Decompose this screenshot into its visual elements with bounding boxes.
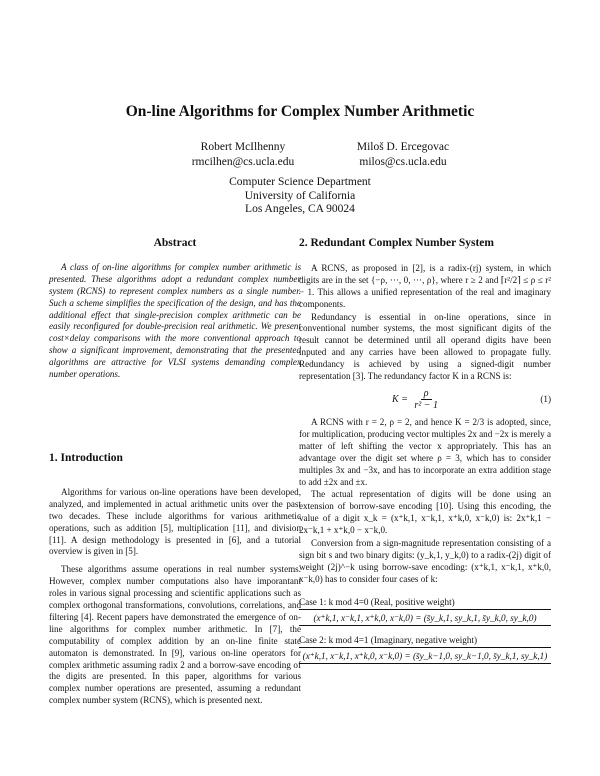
author-2 bbox=[253, 140, 553, 170]
section2-paragraph-5: Conversion from a sign-magnitude representation consisting of a sign bit s and two binary digits: (y_k,1, y_k,0) to a radix-(2j) digit of weight (2j)^−k using borrow-save encoding: (x⁺k,1, x⁻k,1, x⁺k,0, x⁻k,0) has to consider four cases of k: bbox=[299, 538, 551, 584]
affiliation-city: Los Angeles, CA 90024 bbox=[245, 203, 355, 215]
abstract-text: A class of on-line algorithms for complex number arithmetic is presented. These algorithms adopt a redundant complex number system (RCNS) to represent complex numbers as a single number. Such a scheme simplifies the specification of the design, and has the additional effect that single-precision complex arithmetic can be easily reconfigured for double-precision real arithmetic. We present cost×delay comparisons with the more conventional approach to show a significant improvement, demonstrating that the presented algorithms are attractive for VLSI systems demanding complex number operations. bbox=[49, 261, 301, 380]
equation-numerator: ρ bbox=[421, 388, 432, 400]
section2-paragraph-4: The actual representation of digits will be done using an extension of borrow-save encoding [10]. Using this encoding, the value of a digit x_k = (x⁺k,1, x⁻k,1, x⁺k,0, x⁻k,0) is: 2x⁺k,1 − 2x⁻k,1 + x⁺k,0 − x⁻k,0. bbox=[299, 489, 551, 536]
case-2-title: Case 2: k mod 4=1 (Imaginary, negative weight) bbox=[299, 634, 551, 648]
right-column bbox=[299, 238, 551, 664]
case-1-title: Case 1: k mod 4=0 (Real, positive weight) bbox=[299, 596, 551, 610]
abstract-heading: Abstract bbox=[153, 237, 197, 249]
intro-paragraph-2: These algorithms assume operations in real number systems. However, complex number computations also have imporantant roles in various signal processing and scientific applications such as complex orthogonal transformations, convolutions, correlations, and filtering [4]. Recent papers have demonstrated the emergence of on-line algorithms for complex number arithmetic. In [7], the computability of complex addition by an on-line finite state automaton is demonstrated. In [9], various on-line operators for complex arithmetic assuming radix 2 and a borrow-save encoding of the digits are presented. In this paper, algorithms for various complex number operations are presented, assuming a redundant complex number system (RCNS), which is presented next. bbox=[49, 564, 301, 706]
intro-paragraph-1: Algorithms for various on-line operations have been developed, analyzed, and implemented in actual arithmetic units over the past two decades. These include algorithms for various arithmetic operations, such as addition [5], multiplication [11], and division [11]. A design methodology is presented in [6], and a tutorial overview is given in [5]. bbox=[49, 486, 301, 557]
equation-label: (1) bbox=[540, 394, 551, 405]
case-2-equation: (x⁺k,1, x⁻k,1, x⁺k,0, x⁻k,0) = (s̄y_k−1,0, sy_k−1,0, s̄y_k,1, sy_k,1) bbox=[299, 648, 551, 664]
case-1-box bbox=[299, 596, 551, 626]
section2-paragraph-1: A RCNS, as proposed in [2], is a radix-(rj) system, in which digits are in the set {−ρ, ···, 0, ···, ρ}, where r ≥ 2 and ⌈r²/2⌉ ≤ ρ ≤ r² − 1. This allows a unified representation of the real and imaginary components. bbox=[299, 262, 551, 309]
author-email: milos@cs.ucla.edu bbox=[359, 156, 447, 168]
affiliation-dept: Computer Science Department bbox=[229, 176, 371, 188]
intro-heading: 1. Introduction bbox=[49, 451, 123, 464]
author-name: Miloš D. Ercegovac bbox=[356, 141, 450, 153]
equation-fraction bbox=[414, 388, 438, 411]
section2-paragraph-3: A RCNS with r = 2, ρ = 2, and hence K = 2/3 is adopted, since, for multiplication, producing vector multiples 2x and −2x is merely a matter of left shifting the vector x appropriately. This has an advantage over the digit set where ρ = 3, which has to consider multiples 3x and −3x, and has to incorporate an extra addition stage to add ±2x and ±x. bbox=[299, 416, 551, 487]
equation-lhs: K = bbox=[391, 394, 408, 406]
section2-heading: 2. Redundant Complex Number System bbox=[299, 237, 494, 249]
section2-paragraph-2: Redundancy is essential in on-line operations, since in conventional number systems, the most significant digits of the result cannot be determined until all operand digits have been inputed and any carries have been allowed to propagate fully. Redundancy is achieved by using a signed-digit number representation [3]. The redundancy factor K in a RCNS is: bbox=[299, 311, 551, 382]
left-column bbox=[49, 238, 301, 707]
author-email: rmcilhen@cs.ucla.edu bbox=[191, 156, 295, 168]
author-name: Robert McIlhenny bbox=[200, 141, 286, 153]
case-2-box bbox=[299, 634, 551, 664]
equation-1 bbox=[299, 383, 551, 417]
affiliation-univ: University of California bbox=[244, 189, 356, 202]
affiliation bbox=[0, 176, 600, 217]
case-1-equation: (x⁺k,1, x⁻k,1, x⁺k,0, x⁻k,0) = (s̄y_k,1, sy_k,1, s̄y_k,0, sy_k,0) bbox=[299, 610, 551, 626]
equation-denominator: r² − 1 bbox=[414, 400, 439, 412]
paper-title: On-line Algorithms for Complex Number Arithmetic bbox=[125, 103, 475, 120]
